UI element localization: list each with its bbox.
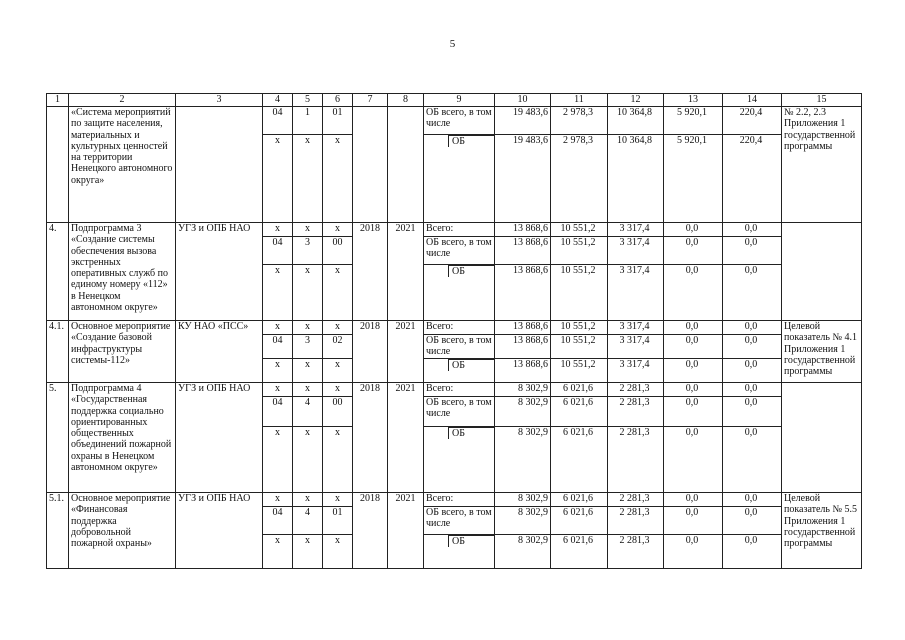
value-cell: 10 551,2 bbox=[551, 335, 608, 359]
row-name: Подпрограмма 4 «Государственная поддержка социально ориентированных общественных объединений пожарной охраны в Ненецком автономном округе» bbox=[69, 383, 176, 493]
value-cell: 0,0 bbox=[723, 507, 782, 535]
code-subsection: х bbox=[293, 321, 323, 335]
value-cell: 10 551,2 bbox=[551, 265, 608, 321]
value-cell: 5 920,1 bbox=[664, 135, 723, 223]
code-section: 04 bbox=[263, 397, 293, 427]
row-name: Подпрограмма 3 «Создание системы обеспечения вызова экстренных оперативных служб по единому номеру «112» в Ненецком автономном округе» bbox=[69, 223, 176, 321]
value-cell: 0,0 bbox=[664, 535, 723, 569]
code-subsection: 3 bbox=[293, 335, 323, 359]
code-section: 04 bbox=[263, 107, 293, 135]
value-cell: 0,0 bbox=[664, 383, 723, 397]
code-item: х bbox=[323, 321, 353, 335]
row-name: «Система мероприятий по защите населения, материальных и культурных ценностей на территории Ненецкого автономного округа» bbox=[69, 107, 176, 223]
header-col-1: 1 bbox=[47, 94, 69, 107]
header-col-4: 4 bbox=[263, 94, 293, 107]
table-row bbox=[47, 107, 862, 135]
value-cell: 6 021,6 bbox=[551, 493, 608, 507]
ob-label: ОБ bbox=[448, 265, 494, 277]
header-col-15: 15 bbox=[782, 94, 862, 107]
code-section: 04 bbox=[263, 335, 293, 359]
value-cell: 0,0 bbox=[723, 321, 782, 335]
header-col-6: 6 bbox=[323, 94, 353, 107]
value-cell: 0,0 bbox=[723, 427, 782, 493]
header-col-8: 8 bbox=[388, 94, 424, 107]
value-cell: 0,0 bbox=[723, 359, 782, 383]
program-table bbox=[46, 93, 862, 569]
code-item: 00 bbox=[323, 237, 353, 265]
note-cell: № 2.2, 2.3 Приложения 1 государственной программы bbox=[782, 107, 862, 223]
code-subsection: х bbox=[293, 359, 323, 383]
value-cell: 19 483,6 bbox=[495, 107, 551, 135]
code-subsection: х bbox=[293, 535, 323, 569]
value-cell: 13 868,6 bbox=[495, 359, 551, 383]
value-cell: 0,0 bbox=[664, 507, 723, 535]
value-cell: 8 302,9 bbox=[495, 493, 551, 507]
year-end: 2021 bbox=[388, 321, 424, 383]
value-cell: 2 281,3 bbox=[608, 427, 664, 493]
value-cell: 2 281,3 bbox=[608, 383, 664, 397]
value-cell: 2 978,3 bbox=[551, 107, 608, 135]
code-subsection: х bbox=[293, 427, 323, 493]
value-cell: 3 317,4 bbox=[608, 265, 664, 321]
code-subsection: х bbox=[293, 383, 323, 397]
row-name: Основное мероприятие «Создание базовой инфраструктуры системы-112» bbox=[69, 321, 176, 383]
code-subsection: 1 bbox=[293, 107, 323, 135]
value-cell: 13 868,6 bbox=[495, 321, 551, 335]
executor: УГЗ и ОПБ НАО bbox=[176, 493, 263, 569]
value-cell: 2 281,3 bbox=[608, 507, 664, 535]
value-cell: 2 978,3 bbox=[551, 135, 608, 223]
value-cell: 13 868,6 bbox=[495, 265, 551, 321]
ob-total-label: ОБ всего, в том числе bbox=[424, 237, 495, 265]
row-number: 4. bbox=[47, 223, 69, 321]
header-col-13: 13 bbox=[664, 94, 723, 107]
year-start: 2018 bbox=[353, 223, 388, 321]
value-cell: 0,0 bbox=[664, 427, 723, 493]
value-cell: 0,0 bbox=[723, 335, 782, 359]
value-cell: 2 281,3 bbox=[608, 493, 664, 507]
code-item: х bbox=[323, 493, 353, 507]
value-cell: 0,0 bbox=[664, 321, 723, 335]
value-cell: 10 551,2 bbox=[551, 237, 608, 265]
value-cell: 6 021,6 bbox=[551, 507, 608, 535]
value-cell: 3 317,4 bbox=[608, 335, 664, 359]
value-cell: 0,0 bbox=[664, 265, 723, 321]
executor: КУ НАО «ПСС» bbox=[176, 321, 263, 383]
value-cell: 6 021,6 bbox=[551, 427, 608, 493]
code-section: х bbox=[263, 493, 293, 507]
code-item: 02 bbox=[323, 335, 353, 359]
ob-total-label: ОБ всего, в том числе bbox=[424, 107, 495, 135]
value-cell: 3 317,4 bbox=[608, 359, 664, 383]
row-number: 5.1. bbox=[47, 493, 69, 569]
code-subsection: 4 bbox=[293, 507, 323, 535]
value-cell: 10 364,8 bbox=[608, 107, 664, 135]
value-cell: 220,4 bbox=[723, 107, 782, 135]
year-end: 2021 bbox=[388, 383, 424, 493]
ob-total-label: ОБ всего, в том числе bbox=[424, 335, 495, 359]
code-item: х bbox=[323, 265, 353, 321]
year-end: 2021 bbox=[388, 223, 424, 321]
table-row bbox=[47, 493, 862, 507]
value-cell: 0,0 bbox=[664, 223, 723, 237]
value-cell: 2 281,3 bbox=[608, 535, 664, 569]
note-cell: Целевой показатель № 5.5 Приложения 1 государственной программы bbox=[782, 493, 862, 569]
value-cell: 0,0 bbox=[664, 237, 723, 265]
code-item: х bbox=[323, 359, 353, 383]
value-cell: 0,0 bbox=[664, 359, 723, 383]
note-cell: Целевой показатель № 4.1 Приложения 1 государственной программы bbox=[782, 321, 862, 383]
value-cell: 0,0 bbox=[723, 493, 782, 507]
code-item: 00 bbox=[323, 397, 353, 427]
code-item: х bbox=[323, 383, 353, 397]
code-section: х bbox=[263, 135, 293, 223]
value-cell: 8 302,9 bbox=[495, 427, 551, 493]
header-row bbox=[47, 94, 862, 107]
ob-total-label: ОБ всего, в том числе bbox=[424, 397, 495, 427]
row-name: Основное мероприятие «Финансовая поддержка добровольной пожарной охраны» bbox=[69, 493, 176, 569]
year-start: 2018 bbox=[353, 383, 388, 493]
code-section: 04 bbox=[263, 237, 293, 265]
table-row bbox=[47, 383, 862, 397]
value-cell: 13 868,6 bbox=[495, 237, 551, 265]
total-label: Всего: bbox=[424, 493, 495, 507]
value-cell: 6 021,6 bbox=[551, 383, 608, 397]
header-col-2: 2 bbox=[69, 94, 176, 107]
code-section: х bbox=[263, 223, 293, 237]
value-cell: 0,0 bbox=[664, 397, 723, 427]
value-cell: 3 317,4 bbox=[608, 223, 664, 237]
code-subsection: 4 bbox=[293, 397, 323, 427]
value-cell: 0,0 bbox=[723, 223, 782, 237]
page-number: 5 bbox=[449, 38, 456, 50]
value-cell: 6 021,6 bbox=[551, 535, 608, 569]
code-item: 01 bbox=[323, 507, 353, 535]
value-cell: 10 551,2 bbox=[551, 359, 608, 383]
code-section: х bbox=[263, 383, 293, 397]
code-subsection: х bbox=[293, 493, 323, 507]
value-cell: 19 483,6 bbox=[495, 135, 551, 223]
year-end: 2021 bbox=[388, 493, 424, 569]
table-row bbox=[47, 321, 862, 335]
value-cell: 13 868,6 bbox=[495, 335, 551, 359]
code-subsection: х bbox=[293, 265, 323, 321]
code-subsection: х bbox=[293, 135, 323, 223]
row-number: 5. bbox=[47, 383, 69, 493]
value-cell: 2 281,3 bbox=[608, 397, 664, 427]
code-subsection: х bbox=[293, 223, 323, 237]
code-item: х bbox=[323, 535, 353, 569]
code-item: 01 bbox=[323, 107, 353, 135]
ob-label: ОБ bbox=[448, 427, 494, 439]
header-col-7: 7 bbox=[353, 94, 388, 107]
ob-label: ОБ bbox=[448, 135, 494, 147]
value-cell: 0,0 bbox=[664, 335, 723, 359]
value-cell: 8 302,9 bbox=[495, 383, 551, 397]
total-label: Всего: bbox=[424, 383, 495, 397]
header-col-5: 5 bbox=[293, 94, 323, 107]
row-number: 4.1. bbox=[47, 321, 69, 383]
value-cell: 0,0 bbox=[723, 535, 782, 569]
header-col-10: 10 bbox=[495, 94, 551, 107]
total-label: Всего: bbox=[424, 321, 495, 335]
ob-label: ОБ bbox=[448, 535, 494, 547]
value-cell: 220,4 bbox=[723, 135, 782, 223]
header-col-3: 3 bbox=[176, 94, 263, 107]
code-section: х bbox=[263, 427, 293, 493]
value-cell: 10 364,8 bbox=[608, 135, 664, 223]
year-start: 2018 bbox=[353, 493, 388, 569]
executor: УГЗ и ОПБ НАО bbox=[176, 383, 263, 493]
value-cell: 6 021,6 bbox=[551, 397, 608, 427]
value-cell: 3 317,4 bbox=[608, 321, 664, 335]
value-cell: 0,0 bbox=[723, 383, 782, 397]
code-section: 04 bbox=[263, 507, 293, 535]
total-label: Всего: bbox=[424, 223, 495, 237]
code-item: х bbox=[323, 223, 353, 237]
executor: УГЗ и ОПБ НАО bbox=[176, 223, 263, 321]
value-cell: 5 920,1 bbox=[664, 107, 723, 135]
value-cell: 8 302,9 bbox=[495, 397, 551, 427]
code-section: х bbox=[263, 535, 293, 569]
header-col-14: 14 bbox=[723, 94, 782, 107]
value-cell: 3 317,4 bbox=[608, 237, 664, 265]
code-section: х bbox=[263, 359, 293, 383]
code-item: х bbox=[323, 135, 353, 223]
header-col-11: 11 bbox=[551, 94, 608, 107]
header-col-12: 12 bbox=[608, 94, 664, 107]
table-row bbox=[47, 223, 862, 237]
value-cell: 0,0 bbox=[723, 397, 782, 427]
ob-total-label: ОБ всего, в том числе bbox=[424, 507, 495, 535]
header-col-9: 9 bbox=[424, 94, 495, 107]
value-cell: 10 551,2 bbox=[551, 223, 608, 237]
code-subsection: 3 bbox=[293, 237, 323, 265]
code-section: х bbox=[263, 265, 293, 321]
value-cell: 10 551,2 bbox=[551, 321, 608, 335]
value-cell: 0,0 bbox=[664, 493, 723, 507]
value-cell: 8 302,9 bbox=[495, 535, 551, 569]
value-cell: 13 868,6 bbox=[495, 223, 551, 237]
year-start: 2018 bbox=[353, 321, 388, 383]
code-section: х bbox=[263, 321, 293, 335]
value-cell: 8 302,9 bbox=[495, 507, 551, 535]
value-cell: 0,0 bbox=[723, 265, 782, 321]
ob-label: ОБ bbox=[448, 359, 494, 371]
value-cell: 0,0 bbox=[723, 237, 782, 265]
code-item: х bbox=[323, 427, 353, 493]
